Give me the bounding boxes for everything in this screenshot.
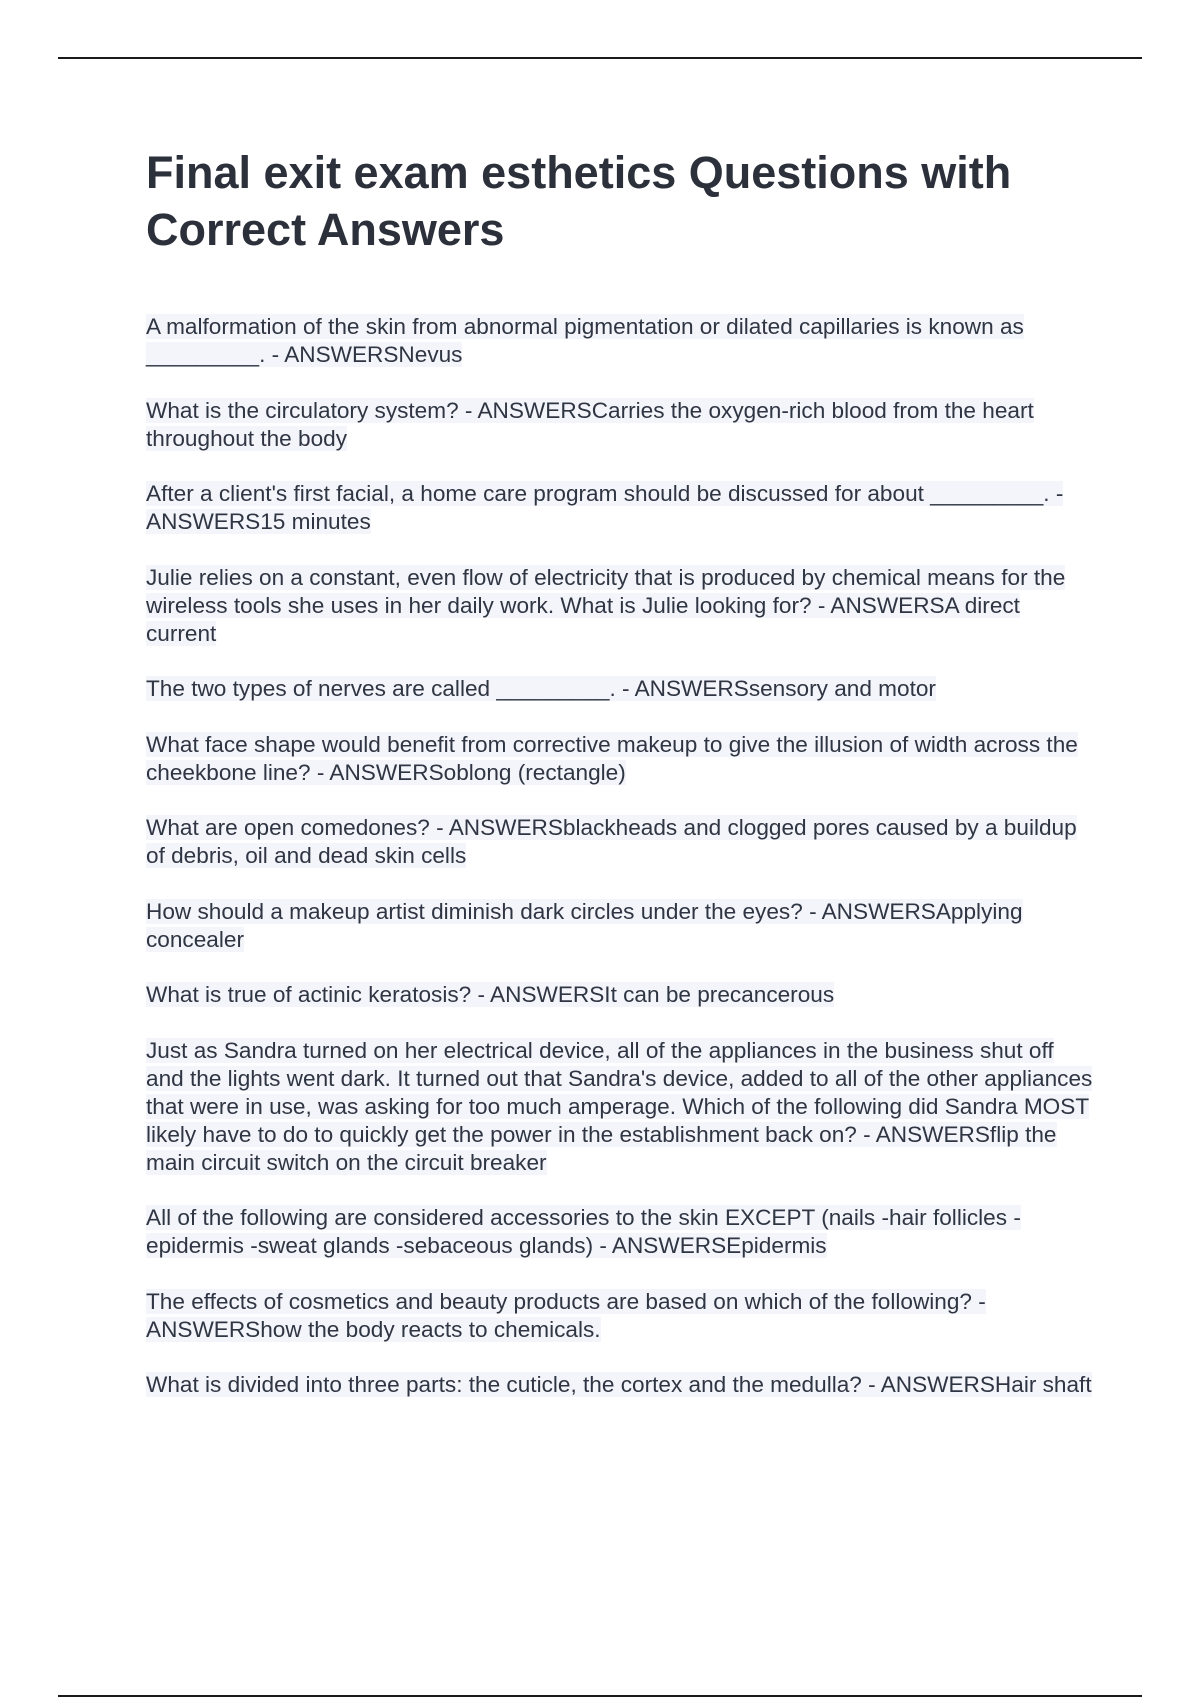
question-text: Julie relies on a constant, even flow of electricity that is produced by chemical means for the wireless tools she uses in her daily work. What is Julie looking for? - ANSWERSA direct current — [146, 564, 1066, 646]
question-text: The effects of cosmetics and beauty products are based on which of the following? - ANSWERShow the body reacts to chemicals. — [146, 1288, 986, 1342]
question-item-1 — [146, 313, 1096, 369]
question-item-11 — [146, 1204, 1096, 1260]
question-text: After a client's first facial, a home care program should be discussed for about _________. - ANSWERS15 minutes — [146, 481, 1064, 534]
question-item-6 — [146, 731, 1096, 787]
question-item-13 — [146, 1371, 1096, 1399]
question-item-12 — [146, 1288, 1096, 1344]
question-text: All of the following are considered accessories to the skin EXCEPT (nails -hair follicles -epidermis -sweat glands -sebaceous glands) - ANSWERSEpidermis — [146, 1205, 1021, 1258]
question-item-10 — [146, 1037, 1096, 1177]
question-text: What is divided into three parts: the cuticle, the cortex and the medulla? - ANSWERSHair shaft — [146, 1372, 1092, 1397]
question-item-9 — [146, 981, 1096, 1009]
question-text: What is true of actinic keratosis? - ANSWERSIt can be precancerous — [146, 982, 835, 1007]
page-title: Final exit exam esthetics Questions with Correct Answers — [146, 147, 1012, 255]
question-text: What face shape would benefit from corrective makeup to give the illusion of width across the cheekbone line? - ANSWERSoblong (rectangle) — [146, 731, 1078, 785]
question-item-4 — [146, 564, 1096, 648]
question-text: A malformation of the skin from abnormal pigmentation or dilated capillaries is known as _________. - ANSWERSNevus — [146, 314, 1024, 367]
question-item-2 — [146, 397, 1096, 453]
question-list — [146, 313, 1096, 1427]
question-item-8 — [146, 898, 1096, 954]
question-text: What are open comedones? - ANSWERSblackheads and clogged pores caused by a buildup of debris, oil and dead skin cells — [146, 815, 1077, 868]
top-divider — [58, 57, 1142, 59]
question-text: How should a makeup artist diminish dark circles under the eyes? - ANSWERSApplying concealer — [146, 898, 1023, 952]
question-item-5 — [146, 675, 1096, 703]
question-text: What is the circulatory system? - ANSWERSCarries the oxygen-rich blood from the heart throughout the body — [146, 397, 1034, 451]
question-text: Just as Sandra turned on her electrical device, all of the appliances in the business shut off and the lights went dark. It turned out that Sandra's device, added to all of the other appliances that were in use, was asking for too much amperage. Which of the following did Sandra MOST likely have to do to quickly get the power in the establishment back on? - ANSWERSflip the main circuit switch on the circuit breaker — [146, 1037, 1093, 1175]
question-item-3 — [146, 480, 1096, 536]
bottom-divider — [58, 1695, 1142, 1697]
question-item-7 — [146, 814, 1096, 870]
question-text: The two types of nerves are called _________. - ANSWERSsensory and motor — [146, 676, 936, 701]
